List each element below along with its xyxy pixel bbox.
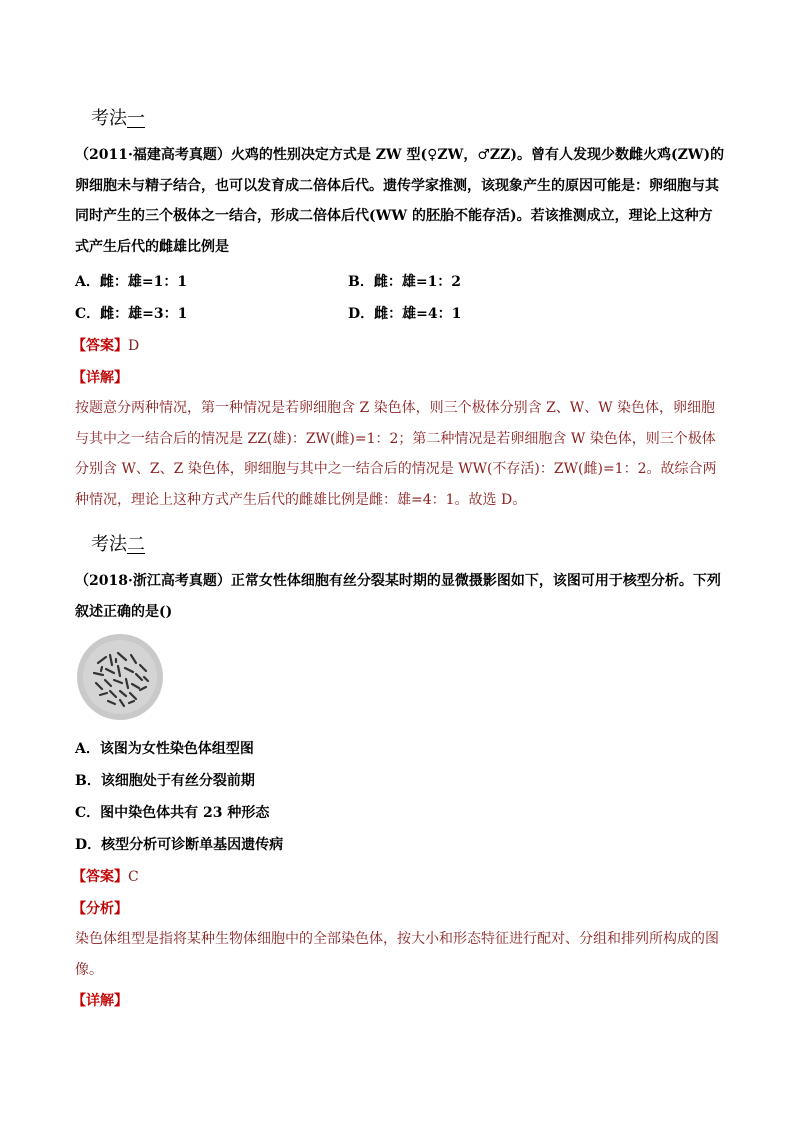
option-1-c: C．雌：雄=3：1 — [75, 306, 188, 322]
option-2-c: C．图中染色体共有 23 种形态 — [75, 805, 270, 821]
option-1-b: B．雌：雄=1：2 — [348, 274, 462, 290]
question-1-text: （2011·福建高考真题）火鸡的性别决定方式是 ZW 型(♀ZW，♂ZZ)。曾有人发现少数雌火鸡(ZW)的卵细胞未与精子结合，也可以发育成二倍体后代。遗传学家推测，该现象产生的原因可能是：卵细胞与其同时产生的三个极体之一结合，形成二倍体后代(WW 的胚胎不能存活)。若该推测成立，理论上这种方式产生后代的雌雄比例是 — [75, 147, 725, 255]
section-title-2: 考法二 — [91, 534, 145, 555]
option-2-b: B．该细胞处于有丝分裂前期 — [75, 773, 255, 789]
detail-1-tag: 【详解】 — [72, 370, 128, 386]
option-1-d: D．雌：雄=4：1 — [348, 306, 462, 322]
option-1-a: A．雌：雄=1：1 — [75, 274, 188, 290]
answer-1: 【答案】D — [72, 338, 140, 354]
detail-2-tag: 【详解】 — [72, 993, 128, 1009]
detail-1-text: 按题意分两种情况，第一种情况是若卵细胞含 Z 染色体，则三个极体分别含 Z、W、W 染色体，卵细胞与其中之一结合后的情况是 ZZ(雄)：ZW(雌)=1：2；第二种情况是若卵细胞含 W 染色体，则三个极体分别含 W、Z、Z 染色体，卵细胞与其中之一结合后的情况是 WW(不存活)：ZW(雌)=1：2。故综合两种情况，理论上这种方式产生后代的雌雄比例是雌：雄=4：1。故选 D。 — [75, 400, 717, 508]
section-title-1: 考法一 — [91, 108, 145, 129]
option-2-d: D．核型分析可诊断单基因遗传病 — [75, 837, 284, 853]
question-2-text: （2018·浙江高考真题）正常女性体细胞有丝分裂某时期的显微摄影图如下，该图可用于核型分析。下列叙述正确的是() — [75, 573, 721, 620]
option-2-a: A．该图为女性染色体组型图 — [75, 741, 254, 757]
analysis-2-text: 染色体组型是指将某种生物体细胞中的全部染色体，按大小和形态特征进行配对、分组和排列所构成的图像。 — [75, 931, 719, 978]
karyotype-micrograph — [76, 633, 164, 721]
analysis-2-tag: 【分析】 — [72, 901, 128, 917]
answer-2: 【答案】C — [72, 869, 139, 885]
